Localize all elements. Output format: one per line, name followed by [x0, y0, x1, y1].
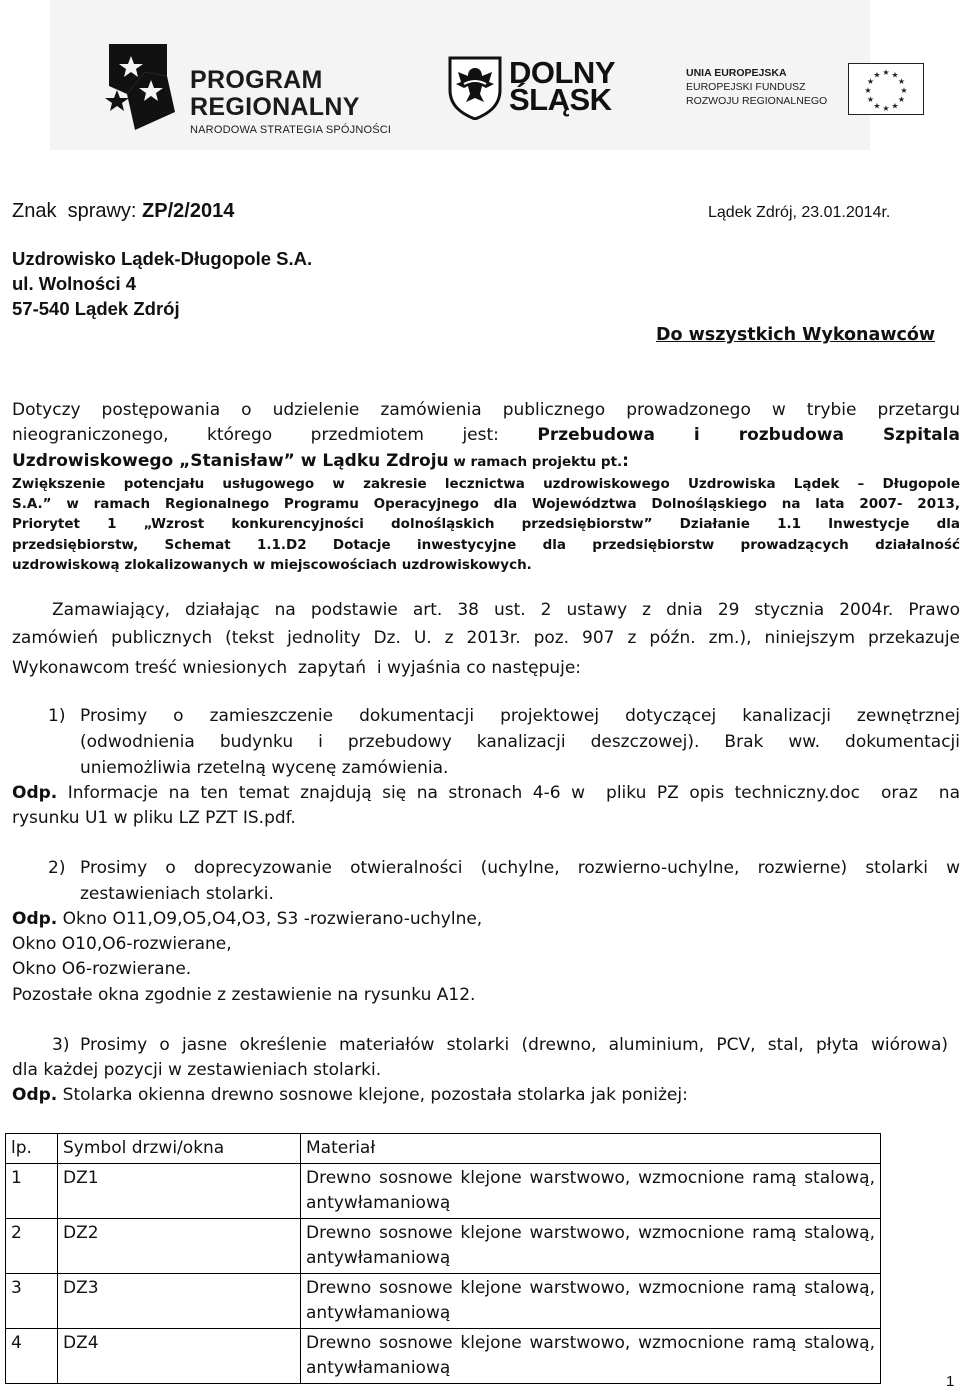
svg-text:★: ★ — [873, 101, 881, 111]
subject-title-part-2: Uzdrowiskowego „Stanisław” w Lądku Zdroju — [12, 451, 449, 471]
subject-line-7: przedsiębiorstw, Schemat 1.1.D2 Dotacje inwestycyjne dla przedsiębiorstw prowadzących działalność — [12, 537, 960, 553]
answer-2-line-1 — [12, 909, 482, 929]
svg-text:★: ★ — [900, 86, 908, 95]
subject-line-1: Dotyczy postępowania o udzielenie zamówienia publicznego prowadzonego w trybie przetargu — [12, 400, 960, 420]
question-1-number: 1) — [48, 706, 66, 726]
subject-line-2-start: nieograniczonego, którego przedmiotem jest: — [12, 425, 538, 445]
answer-1-line-2: rysunku U1 w pliku LZ PZT IS.pdf. — [12, 808, 296, 828]
dolny-slask-logo — [448, 56, 628, 126]
logo-header — [50, 0, 908, 150]
project-colon: : — [622, 451, 629, 471]
page-number: 1 — [946, 1373, 955, 1390]
table-row — [6, 1329, 881, 1384]
case-reference-label: Znak sprawy: — [12, 200, 137, 222]
answer-1-line-1 — [12, 783, 960, 803]
row-symbol: DZ2 — [58, 1219, 301, 1274]
svg-text:★: ★ — [866, 77, 875, 86]
row-lp: 1 — [6, 1164, 58, 1219]
svg-text:★: ★ — [891, 70, 899, 80]
program-line: PROGRAM — [190, 66, 323, 94]
svg-text:★: ★ — [897, 77, 906, 86]
answer-2-line-2: Okno O10,O6-rozwierane, — [12, 934, 232, 954]
intro-line-3: Wykonawcom treść wniesionych zapytań i wyjaśnia co następuje: — [12, 658, 582, 678]
table-row — [6, 1219, 881, 1274]
sender-name: Uzdrowisko Lądek-Długopole S.A. — [12, 248, 313, 269]
ue-line-3: ROZWOJU REGIONALNEGO — [686, 95, 828, 107]
question-2-line-1: Prosimy o doprecyzowanie otwieralności (uchylne, rozwierno-uchylne, rozwierne) stolarki w — [80, 858, 960, 878]
subject-line-6: Priorytet 1 „Wzrost konkurencyjności dolnośląskich przedsiębiorstw” Działanie 1.1 Inwestycje dla — [12, 516, 960, 532]
ue-line-1: UNIA EUROPEJSKA — [686, 67, 787, 79]
row-lp: 3 — [6, 1274, 58, 1329]
question-3-line-1: Prosimy o jasne określenie materiałów stolarki (drewno, aluminium, PCV, stal, płyta wiórowa) — [80, 1035, 948, 1055]
ue-line-2: EUROPEJSKI FUNDUSZ — [686, 81, 806, 93]
svg-text:★: ★ — [873, 70, 881, 80]
subject-line-2 — [12, 425, 960, 445]
answer-2-text: Okno O11,O9,O5,O4,O3, S3 -rozwierano-uchylne, — [57, 909, 483, 929]
sender-street: ul. Wolności 4 — [12, 273, 137, 294]
program-regionalny-logo — [105, 42, 395, 136]
question-2-number: 2) — [48, 858, 66, 878]
dolny-line: DOLNY — [509, 55, 615, 90]
intro-line-1: Zamawiający, działając na podstawie art. 38 ust. 2 ustawy z dnia 29 stycznia 2004r. Prawo — [52, 600, 960, 620]
answer-3-text: Stolarka okienna drewno sosnowe klejone, pozostała stolarka jak poniżej: — [57, 1085, 688, 1105]
subject-line-4: Zwiększenie potencjału usługowego w zakresie lecznictwa uzdrowiskowego Uzdrowiska Lądek – Długopole — [12, 476, 960, 492]
answer-3-line-1 — [12, 1085, 688, 1105]
subject-line-3 — [12, 451, 629, 471]
question-2-line-2: zestawieniach stolarki. — [80, 884, 274, 904]
header-symbol: Symbol drzwi/okna — [58, 1134, 301, 1164]
row-symbol: DZ4 — [58, 1329, 301, 1384]
regionalny-line: REGIONALNY — [190, 93, 360, 121]
place-date: Lądek Zdrój, 23.01.2014r. — [708, 204, 891, 221]
answer-1-text: Informacje na ten temat znajdują się na stronach 4-6 w pliku PZ opis techniczny.doc oraz na — [57, 783, 960, 803]
subject-title-part-1: Przebudowa i rozbudowa Szpitala — [537, 425, 960, 445]
table-row — [6, 1164, 881, 1219]
case-reference-value: ZP/2/2014 — [142, 200, 235, 222]
answer-2-line-4: Pozostałe okna zgodnie z zestawienie na rysunku A12. — [12, 985, 476, 1005]
intro-line-2: zamówień publicznych (tekst jednolity Dz. U. z 2013r. poz. 907 z późn. zm.), niniejszym przekazuje — [12, 628, 960, 648]
header-lp: lp. — [6, 1134, 58, 1164]
subject-line-8: uzdrowiskową zlokalizowanych w miejscowościach uzdrowiskowych. — [12, 557, 532, 573]
eu-flag-icon — [848, 63, 924, 115]
table-header-row — [6, 1134, 881, 1164]
svg-text:★: ★ — [882, 104, 890, 113]
svg-text:★: ★ — [866, 95, 875, 104]
answer-2-label: Odp. — [12, 909, 58, 929]
stars-emblem-icon — [105, 42, 185, 132]
row-material: Drewno sosnowe klejone warstwowo, wzmocnione ramą stalową, antywłamaniową — [301, 1219, 881, 1274]
strategy-line: NARODOWA STRATEGIA SPÓJNOŚCI — [190, 124, 392, 136]
answer-2-line-3: Okno O6-rozwierane. — [12, 959, 192, 979]
eu-logo — [686, 63, 936, 123]
svg-text:★: ★ — [864, 86, 872, 95]
joinery-table — [5, 1133, 881, 1384]
row-material: Drewno sosnowe klejone warstwowo, wzmocnione ramą stalową, antywłamaniową — [301, 1164, 881, 1219]
row-lp: 4 — [6, 1329, 58, 1384]
sender-city: 57-540 Lądek Zdrój — [12, 298, 180, 319]
row-symbol: DZ3 — [58, 1274, 301, 1329]
addressee: Do wszystkich Wykonawców — [656, 325, 936, 345]
eagle-shield-icon — [448, 56, 502, 120]
question-1-line-2: (odwodnienia budynku i przebudowy kanalizacji deszczowej). Brak ww. dokumentacji — [80, 732, 960, 752]
svg-text:★: ★ — [891, 101, 899, 111]
question-1-line-1: Prosimy o zamieszczenie dokumentacji projektowej dotyczącej kanalizacji zewnętrznej — [80, 706, 960, 726]
row-symbol: DZ1 — [58, 1164, 301, 1219]
answer-3-label: Odp. — [12, 1085, 58, 1105]
case-reference — [12, 200, 234, 223]
slask-line: ŚLĄSK — [509, 82, 612, 117]
svg-text:★: ★ — [882, 68, 890, 77]
project-label: w ramach projektu pt. — [448, 454, 623, 470]
row-lp: 2 — [6, 1219, 58, 1274]
table-row — [6, 1274, 881, 1329]
subject-line-5: S.A.” w ramach Regionalnego Programu Operacyjnego dla Województwa Dolnośląskiego na lata 2007- 2013, — [12, 496, 960, 512]
question-3-number: 3) — [52, 1035, 70, 1055]
question-3-line-2: dla każdej pozycji w zestawieniach stolarki. — [12, 1060, 382, 1080]
question-1-line-3: uniemożliwia rzetelną wycenę zamówienia. — [80, 758, 449, 778]
svg-text:★: ★ — [897, 95, 906, 104]
row-material: Drewno sosnowe klejone warstwowo, wzmocnione ramą stalową, antywłamaniową — [301, 1329, 881, 1384]
row-material: Drewno sosnowe klejone warstwowo, wzmocnione ramą stalową, antywłamaniową — [301, 1274, 881, 1329]
header-material: Materiał — [301, 1134, 881, 1164]
answer-1-label: Odp. — [12, 783, 58, 803]
